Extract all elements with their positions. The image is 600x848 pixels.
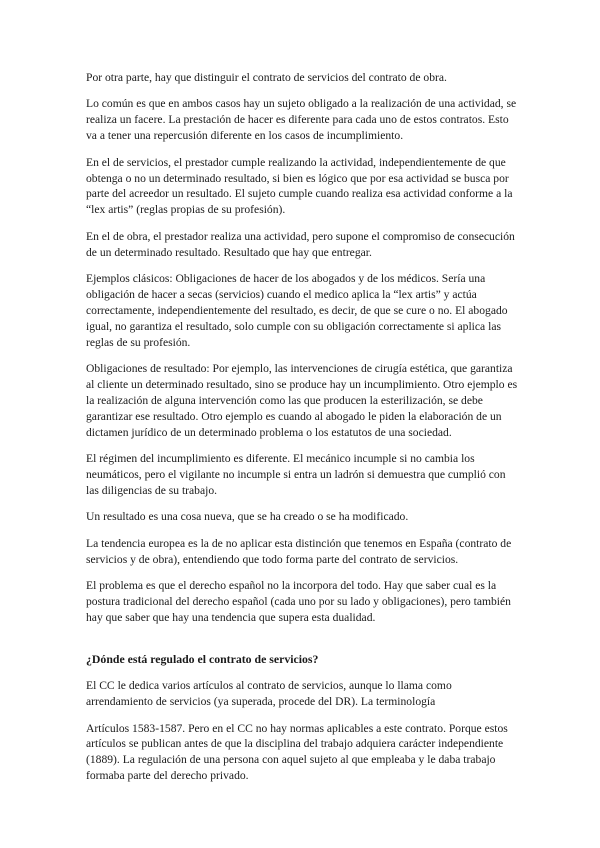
paragraph: El régimen del incumplimiento es diferente. El mecánico incumple si no cambia los neumáticos, pero el vigilante no incumple si entra un ladrón si demuestra que cumplió con las diligencias de su trabajo. bbox=[86, 452, 506, 497]
document-body bbox=[86, 70, 518, 795]
paragraph: El problema es que el derecho español no la incorpora del todo. Hay que saber cual es la postura tradicional del derecho español (cada uno por su lado y obligaciones), pero también hay que saber que hay una tendencia que supera esta dualidad. bbox=[86, 579, 511, 624]
paragraph: Lo común es que en ambos casos hay un sujeto obligado a la realización de una actividad, se realiza un facere. La prestación de hacer es diferente para cada uno de estos contratos. Esto va a tener una repercusión diferente en los casos de incumplimiento. bbox=[86, 97, 517, 143]
paragraph: La tendencia europea es la de no aplicar esta distinción que tenemos en España (contrato de servicios y de obra), entendiendo que todo forma parte del contrato de servicios. bbox=[86, 536, 512, 566]
paragraph: Artículos 1583-1587. Pero en el CC no hay normas aplicables a este contrato. Porque estos artículos se publican antes de que la disciplina del trabajo adquiera carácter independiente (1889). La regulación de una persona con aquel sujeto al que empleaba y le daba trabajo formaba parte del derecho privado. bbox=[86, 721, 508, 783]
paragraph: Un resultado es una cosa nueva, que se ha creado o se ha modificado. bbox=[86, 510, 409, 524]
paragraph: Por otra parte, hay que distinguir el contrato de servicios del contrato de obra. bbox=[86, 71, 447, 84]
paragraph: En el de servicios, el prestador cumple realizando la actividad, independientemente de que obtenga o no un determinado resultado, si bien es lógico que por esa actividad se busca por parte del acreedor un resultado. El sujeto cumple cuando realiza esa actividad conforme a la “lex artis” (reglas propias de su profesión). bbox=[86, 155, 513, 217]
paragraph: En el de obra, el prestador realiza una actividad, pero supone el compromiso de consecución de un determinado resultado. Resultado que hay que entregar. bbox=[86, 229, 515, 259]
paragraph: Obligaciones de resultado: Por ejemplo, las intervenciones de cirugía estética, que garantiza al cliente un determinado resultado, sino se produce hay un incumplimiento. Otro ejemplo es la realización de alguna intervención como las que producen la esterilización, se debe garantizar ese resultado. Otro ejemplo es cuando al abogado le piden la elaboración de un dictamen jurídico de un determinado problema o los estatutos de una sociedad. bbox=[86, 362, 518, 439]
paragraph: El CC le dedica varios artículos al contrato de servicios, aunque lo llama como arrendamiento de servicios (ya superada, procede del DR). La terminología bbox=[86, 679, 452, 709]
section-heading: ¿Dónde está regulado el contrato de servicios? bbox=[86, 651, 319, 666]
paragraph: Ejemplos clásicos: Obligaciones de hacer de los abogados y de los médicos. Sería una obligación de hacer a secas (servicios) cuando el medico aplica la “lex artis” y actúa correctamente, independientemente del resultado, es decir, de que se cure o no. El abogado igual, no garantiza el resultado, solo cumple con su obligación correctamente si aplica las reglas de su profesión. bbox=[86, 272, 508, 349]
